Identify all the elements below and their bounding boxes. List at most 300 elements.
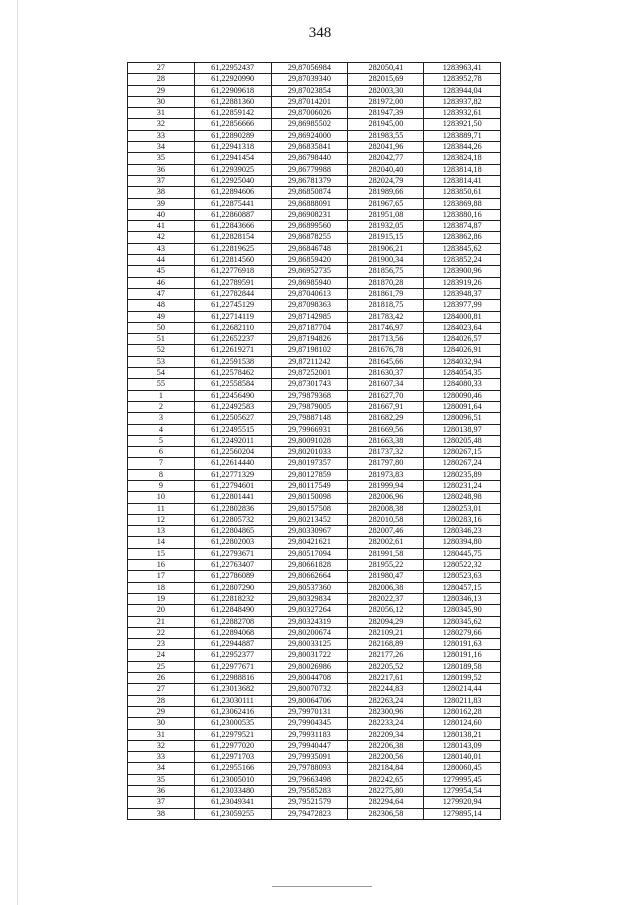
longitude-cell: 29,79940447 bbox=[271, 740, 348, 751]
longitude-cell: 29,80537360 bbox=[271, 582, 348, 593]
latitude-cell: 61,22802003 bbox=[194, 537, 271, 548]
y-coordinate-cell: 1280445,75 bbox=[424, 548, 501, 559]
latitude-cell: 61,22894068 bbox=[194, 627, 271, 638]
longitude-cell: 29,80070732 bbox=[271, 684, 348, 695]
longitude-cell: 29,80329834 bbox=[271, 593, 348, 604]
latitude-cell: 61,22560204 bbox=[194, 447, 271, 458]
x-coordinate-cell: 281856,75 bbox=[348, 266, 424, 277]
latitude-cell: 61,23000535 bbox=[194, 718, 271, 729]
longitude-cell: 29,80064706 bbox=[271, 695, 348, 706]
longitude-cell: 29,87301743 bbox=[271, 379, 348, 390]
point-number-cell: 32 bbox=[128, 119, 195, 130]
x-coordinate-cell: 281983,55 bbox=[348, 130, 424, 141]
point-number-cell: 2 bbox=[128, 401, 195, 412]
longitude-cell: 29,86859420 bbox=[271, 255, 348, 266]
latitude-cell: 61,22619271 bbox=[194, 345, 271, 356]
x-coordinate-cell: 281951,08 bbox=[348, 209, 424, 220]
x-coordinate-cell: 281682,29 bbox=[348, 413, 424, 424]
x-coordinate-cell: 282040,40 bbox=[348, 164, 424, 175]
table-row bbox=[128, 142, 501, 153]
y-coordinate-cell: 1280189,58 bbox=[424, 661, 501, 672]
table-row bbox=[128, 277, 501, 288]
point-number-cell: 12 bbox=[128, 514, 195, 525]
latitude-cell: 61,22881360 bbox=[194, 96, 271, 107]
longitude-cell: 29,80127859 bbox=[271, 469, 348, 480]
longitude-cell: 29,80327264 bbox=[271, 605, 348, 616]
longitude-cell: 29,86878255 bbox=[271, 232, 348, 243]
latitude-cell: 61,22925040 bbox=[194, 175, 271, 186]
table-row bbox=[128, 684, 501, 695]
point-number-cell: 46 bbox=[128, 277, 195, 288]
latitude-cell: 61,22971703 bbox=[194, 752, 271, 763]
point-number-cell: 35 bbox=[128, 153, 195, 164]
latitude-cell: 61,22848490 bbox=[194, 605, 271, 616]
y-coordinate-cell: 1283862,86 bbox=[424, 232, 501, 243]
point-number-cell: 1 bbox=[128, 390, 195, 401]
point-number-cell: 31 bbox=[128, 729, 195, 740]
point-number-cell: 22 bbox=[128, 627, 195, 638]
y-coordinate-cell: 1280143,09 bbox=[424, 740, 501, 751]
latitude-cell: 61,22843666 bbox=[194, 221, 271, 232]
table-row bbox=[128, 356, 501, 367]
x-coordinate-cell: 282177,26 bbox=[348, 650, 424, 661]
y-coordinate-cell: 1283874,87 bbox=[424, 221, 501, 232]
longitude-cell: 29,86888091 bbox=[271, 198, 348, 209]
y-coordinate-cell: 1283852,24 bbox=[424, 255, 501, 266]
table-row bbox=[128, 401, 501, 412]
longitude-cell: 29,80421621 bbox=[271, 537, 348, 548]
table-row bbox=[128, 786, 501, 797]
longitude-cell: 29,86985940 bbox=[271, 277, 348, 288]
table-row bbox=[128, 706, 501, 717]
table-row bbox=[128, 661, 501, 672]
longitude-cell: 29,79879368 bbox=[271, 390, 348, 401]
longitude-cell: 29,79879005 bbox=[271, 401, 348, 412]
latitude-cell: 61,22952377 bbox=[194, 650, 271, 661]
x-coordinate-cell: 281818,75 bbox=[348, 300, 424, 311]
x-coordinate-cell: 282242,65 bbox=[348, 774, 424, 785]
y-coordinate-cell: 1279954,54 bbox=[424, 786, 501, 797]
x-coordinate-cell: 282217,61 bbox=[348, 673, 424, 684]
point-number-cell: 7 bbox=[128, 458, 195, 469]
scan-margin-line bbox=[17, 0, 18, 905]
longitude-cell: 29,86952735 bbox=[271, 266, 348, 277]
table-row bbox=[128, 740, 501, 751]
x-coordinate-cell: 282008,38 bbox=[348, 503, 424, 514]
latitude-cell: 61,22614440 bbox=[194, 458, 271, 469]
x-coordinate-cell: 281955,22 bbox=[348, 560, 424, 571]
latitude-cell: 61,22801441 bbox=[194, 492, 271, 503]
latitude-cell: 61,22909618 bbox=[194, 85, 271, 96]
x-coordinate-cell: 282233,24 bbox=[348, 718, 424, 729]
table-row bbox=[128, 413, 501, 424]
point-number-cell: 20 bbox=[128, 605, 195, 616]
y-coordinate-cell: 1280394,80 bbox=[424, 537, 501, 548]
table-row bbox=[128, 514, 501, 525]
x-coordinate-cell: 281746,97 bbox=[348, 322, 424, 333]
point-number-cell: 34 bbox=[128, 142, 195, 153]
latitude-cell: 61,22495515 bbox=[194, 424, 271, 435]
y-coordinate-cell: 1280523,63 bbox=[424, 571, 501, 582]
x-coordinate-cell: 281967,65 bbox=[348, 198, 424, 209]
x-coordinate-cell: 281991,58 bbox=[348, 548, 424, 559]
x-coordinate-cell: 282184,84 bbox=[348, 763, 424, 774]
y-coordinate-cell: 1280191,63 bbox=[424, 639, 501, 650]
y-coordinate-cell: 1280091,64 bbox=[424, 401, 501, 412]
table-row bbox=[128, 582, 501, 593]
point-number-cell: 36 bbox=[128, 164, 195, 175]
y-coordinate-cell: 1280522,32 bbox=[424, 560, 501, 571]
y-coordinate-cell: 1283869,88 bbox=[424, 198, 501, 209]
longitude-cell: 29,80033125 bbox=[271, 639, 348, 650]
y-coordinate-cell: 1280124,60 bbox=[424, 718, 501, 729]
longitude-cell: 29,80517094 bbox=[271, 548, 348, 559]
y-coordinate-cell: 1284032,94 bbox=[424, 356, 501, 367]
x-coordinate-cell: 282022,37 bbox=[348, 593, 424, 604]
coordinate-table bbox=[127, 62, 501, 820]
footer-rule bbox=[272, 886, 372, 887]
point-number-cell: 23 bbox=[128, 639, 195, 650]
point-number-cell: 19 bbox=[128, 593, 195, 604]
y-coordinate-cell: 1280138,21 bbox=[424, 729, 501, 740]
table-row bbox=[128, 96, 501, 107]
table-row bbox=[128, 435, 501, 446]
y-coordinate-cell: 1280140,01 bbox=[424, 752, 501, 763]
y-coordinate-cell: 1280267,24 bbox=[424, 458, 501, 469]
x-coordinate-cell: 281663,38 bbox=[348, 435, 424, 446]
x-coordinate-cell: 282263,24 bbox=[348, 695, 424, 706]
x-coordinate-cell: 281797,80 bbox=[348, 458, 424, 469]
latitude-cell: 61,23062416 bbox=[194, 706, 271, 717]
y-coordinate-cell: 1283944,04 bbox=[424, 85, 501, 96]
x-coordinate-cell: 282006,96 bbox=[348, 492, 424, 503]
y-coordinate-cell: 1283900,96 bbox=[424, 266, 501, 277]
longitude-cell: 29,86779988 bbox=[271, 164, 348, 175]
y-coordinate-cell: 1283921,50 bbox=[424, 119, 501, 130]
longitude-cell: 29,79585283 bbox=[271, 786, 348, 797]
y-coordinate-cell: 1280457,15 bbox=[424, 582, 501, 593]
table-row bbox=[128, 526, 501, 537]
latitude-cell: 61,22714119 bbox=[194, 311, 271, 322]
x-coordinate-cell: 282002,61 bbox=[348, 537, 424, 548]
y-coordinate-cell: 1280267,15 bbox=[424, 447, 501, 458]
point-number-cell: 21 bbox=[128, 616, 195, 627]
longitude-cell: 29,87211242 bbox=[271, 356, 348, 367]
coordinate-table-body bbox=[128, 63, 501, 820]
longitude-cell: 29,86924000 bbox=[271, 130, 348, 141]
table-row bbox=[128, 797, 501, 808]
table-row bbox=[128, 221, 501, 232]
y-coordinate-cell: 1280283,16 bbox=[424, 514, 501, 525]
point-number-cell: 53 bbox=[128, 356, 195, 367]
latitude-cell: 61,22807290 bbox=[194, 582, 271, 593]
latitude-cell: 61,22763407 bbox=[194, 560, 271, 571]
point-number-cell: 29 bbox=[128, 706, 195, 717]
table-row bbox=[128, 616, 501, 627]
latitude-cell: 61,22578462 bbox=[194, 368, 271, 379]
point-number-cell: 37 bbox=[128, 797, 195, 808]
x-coordinate-cell: 281989,66 bbox=[348, 187, 424, 198]
longitude-cell: 29,87098363 bbox=[271, 300, 348, 311]
table-row bbox=[128, 571, 501, 582]
latitude-cell: 61,22591538 bbox=[194, 356, 271, 367]
y-coordinate-cell: 1280345,62 bbox=[424, 616, 501, 627]
table-row bbox=[128, 232, 501, 243]
point-number-cell: 30 bbox=[128, 718, 195, 729]
latitude-cell: 61,22860887 bbox=[194, 209, 271, 220]
point-number-cell: 4 bbox=[128, 424, 195, 435]
latitude-cell: 61,22882708 bbox=[194, 616, 271, 627]
x-coordinate-cell: 281973,83 bbox=[348, 469, 424, 480]
y-coordinate-cell: 1279920,94 bbox=[424, 797, 501, 808]
latitude-cell: 61,22828154 bbox=[194, 232, 271, 243]
x-coordinate-cell: 282300,96 bbox=[348, 706, 424, 717]
y-coordinate-cell: 1280060,45 bbox=[424, 763, 501, 774]
latitude-cell: 61,22805732 bbox=[194, 514, 271, 525]
latitude-cell: 61,22819625 bbox=[194, 243, 271, 254]
table-row bbox=[128, 311, 501, 322]
point-number-cell: 28 bbox=[128, 695, 195, 706]
longitude-cell: 29,86850874 bbox=[271, 187, 348, 198]
point-number-cell: 40 bbox=[128, 209, 195, 220]
longitude-cell: 29,80044708 bbox=[271, 673, 348, 684]
latitude-cell: 61,22786089 bbox=[194, 571, 271, 582]
table-row bbox=[128, 119, 501, 130]
longitude-cell: 29,80213452 bbox=[271, 514, 348, 525]
point-number-cell: 36 bbox=[128, 786, 195, 797]
y-coordinate-cell: 1284026,57 bbox=[424, 334, 501, 345]
y-coordinate-cell: 1283948,37 bbox=[424, 288, 501, 299]
table-row bbox=[128, 673, 501, 684]
y-coordinate-cell: 1280191,16 bbox=[424, 650, 501, 661]
table-row bbox=[128, 447, 501, 458]
longitude-cell: 29,80661828 bbox=[271, 560, 348, 571]
longitude-cell: 29,80662664 bbox=[271, 571, 348, 582]
y-coordinate-cell: 1279895,14 bbox=[424, 808, 501, 819]
longitude-cell: 29,87040613 bbox=[271, 288, 348, 299]
y-coordinate-cell: 1283824,18 bbox=[424, 153, 501, 164]
table-row bbox=[128, 108, 501, 119]
y-coordinate-cell: 1284023,64 bbox=[424, 322, 501, 333]
y-coordinate-cell: 1283814,18 bbox=[424, 164, 501, 175]
table-row bbox=[128, 300, 501, 311]
point-number-cell: 37 bbox=[128, 175, 195, 186]
latitude-cell: 61,22894606 bbox=[194, 187, 271, 198]
table-row bbox=[128, 424, 501, 435]
point-number-cell: 27 bbox=[128, 684, 195, 695]
x-coordinate-cell: 282168,89 bbox=[348, 639, 424, 650]
y-coordinate-cell: 1283880,16 bbox=[424, 209, 501, 220]
table-row bbox=[128, 458, 501, 469]
latitude-cell: 61,22771329 bbox=[194, 469, 271, 480]
point-number-cell: 55 bbox=[128, 379, 195, 390]
longitude-cell: 29,87023854 bbox=[271, 85, 348, 96]
longitude-cell: 29,80330967 bbox=[271, 526, 348, 537]
point-number-cell: 44 bbox=[128, 255, 195, 266]
latitude-cell: 61,23013682 bbox=[194, 684, 271, 695]
x-coordinate-cell: 282024,79 bbox=[348, 175, 424, 186]
y-coordinate-cell: 1284026,91 bbox=[424, 345, 501, 356]
x-coordinate-cell: 281627,70 bbox=[348, 390, 424, 401]
longitude-cell: 29,80026986 bbox=[271, 661, 348, 672]
x-coordinate-cell: 282094,29 bbox=[348, 616, 424, 627]
latitude-cell: 61,22977020 bbox=[194, 740, 271, 751]
table-row bbox=[128, 808, 501, 819]
longitude-cell: 29,87006026 bbox=[271, 108, 348, 119]
latitude-cell: 61,22745129 bbox=[194, 300, 271, 311]
latitude-cell: 61,22776918 bbox=[194, 266, 271, 277]
latitude-cell: 61,22952437 bbox=[194, 63, 271, 74]
latitude-cell: 61,22505627 bbox=[194, 413, 271, 424]
longitude-cell: 29,80200674 bbox=[271, 627, 348, 638]
latitude-cell: 61,22802836 bbox=[194, 503, 271, 514]
longitude-cell: 29,80117549 bbox=[271, 480, 348, 491]
latitude-cell: 61,22814560 bbox=[194, 255, 271, 266]
point-number-cell: 48 bbox=[128, 300, 195, 311]
x-coordinate-cell: 281607,34 bbox=[348, 379, 424, 390]
point-number-cell: 29 bbox=[128, 85, 195, 96]
latitude-cell: 61,22818232 bbox=[194, 593, 271, 604]
x-coordinate-cell: 282294,64 bbox=[348, 797, 424, 808]
table-row bbox=[128, 243, 501, 254]
x-coordinate-cell: 281947,39 bbox=[348, 108, 424, 119]
longitude-cell: 29,79472823 bbox=[271, 808, 348, 819]
longitude-cell: 29,86985502 bbox=[271, 119, 348, 130]
x-coordinate-cell: 282205,52 bbox=[348, 661, 424, 672]
point-number-cell: 24 bbox=[128, 650, 195, 661]
y-coordinate-cell: 1280162,28 bbox=[424, 706, 501, 717]
x-coordinate-cell: 282306,58 bbox=[348, 808, 424, 819]
point-number-cell: 16 bbox=[128, 560, 195, 571]
y-coordinate-cell: 1283845,62 bbox=[424, 243, 501, 254]
latitude-cell: 61,22782844 bbox=[194, 288, 271, 299]
point-number-cell: 42 bbox=[128, 232, 195, 243]
table-row bbox=[128, 164, 501, 175]
table-row bbox=[128, 198, 501, 209]
latitude-cell: 61,22955166 bbox=[194, 763, 271, 774]
point-number-cell: 38 bbox=[128, 808, 195, 819]
x-coordinate-cell: 281980,47 bbox=[348, 571, 424, 582]
longitude-cell: 29,86899560 bbox=[271, 221, 348, 232]
x-coordinate-cell: 281870,28 bbox=[348, 277, 424, 288]
point-number-cell: 31 bbox=[128, 108, 195, 119]
table-row bbox=[128, 593, 501, 604]
latitude-cell: 61,22875441 bbox=[194, 198, 271, 209]
table-row bbox=[128, 639, 501, 650]
latitude-cell: 61,22492583 bbox=[194, 401, 271, 412]
latitude-cell: 61,22804865 bbox=[194, 526, 271, 537]
longitude-cell: 29,79521579 bbox=[271, 797, 348, 808]
point-number-cell: 26 bbox=[128, 673, 195, 684]
x-coordinate-cell: 281972,00 bbox=[348, 96, 424, 107]
x-coordinate-cell: 282244,83 bbox=[348, 684, 424, 695]
table-row bbox=[128, 695, 501, 706]
point-number-cell: 9 bbox=[128, 480, 195, 491]
latitude-cell: 61,22856666 bbox=[194, 119, 271, 130]
table-row bbox=[128, 752, 501, 763]
y-coordinate-cell: 1280231,24 bbox=[424, 480, 501, 491]
point-number-cell: 41 bbox=[128, 221, 195, 232]
point-number-cell: 39 bbox=[128, 198, 195, 209]
table-row bbox=[128, 480, 501, 491]
table-row bbox=[128, 345, 501, 356]
x-coordinate-cell: 281737,32 bbox=[348, 447, 424, 458]
table-row bbox=[128, 175, 501, 186]
x-coordinate-cell: 281945,00 bbox=[348, 119, 424, 130]
table-row bbox=[128, 255, 501, 266]
point-number-cell: 50 bbox=[128, 322, 195, 333]
longitude-cell: 29,80150098 bbox=[271, 492, 348, 503]
y-coordinate-cell: 1284080,33 bbox=[424, 379, 501, 390]
latitude-cell: 61,22456490 bbox=[194, 390, 271, 401]
table-row bbox=[128, 650, 501, 661]
point-number-cell: 33 bbox=[128, 752, 195, 763]
longitude-cell: 29,80157508 bbox=[271, 503, 348, 514]
point-number-cell: 15 bbox=[128, 548, 195, 559]
y-coordinate-cell: 1280253,01 bbox=[424, 503, 501, 514]
longitude-cell: 29,79788093 bbox=[271, 763, 348, 774]
latitude-cell: 61,22977671 bbox=[194, 661, 271, 672]
y-coordinate-cell: 1284054,35 bbox=[424, 368, 501, 379]
point-number-cell: 52 bbox=[128, 345, 195, 356]
x-coordinate-cell: 281783,42 bbox=[348, 311, 424, 322]
point-number-cell: 25 bbox=[128, 661, 195, 672]
longitude-cell: 29,87056984 bbox=[271, 63, 348, 74]
x-coordinate-cell: 282015,69 bbox=[348, 74, 424, 85]
latitude-cell: 61,22794601 bbox=[194, 480, 271, 491]
table-row bbox=[128, 627, 501, 638]
x-coordinate-cell: 282041,96 bbox=[348, 142, 424, 153]
longitude-cell: 29,79966931 bbox=[271, 424, 348, 435]
longitude-cell: 29,87142985 bbox=[271, 311, 348, 322]
point-number-cell: 3 bbox=[128, 413, 195, 424]
longitude-cell: 29,79931183 bbox=[271, 729, 348, 740]
latitude-cell: 61,23030111 bbox=[194, 695, 271, 706]
x-coordinate-cell: 281713,56 bbox=[348, 334, 424, 345]
longitude-cell: 29,86835841 bbox=[271, 142, 348, 153]
latitude-cell: 61,22939025 bbox=[194, 164, 271, 175]
x-coordinate-cell: 281932,05 bbox=[348, 221, 424, 232]
longitude-cell: 29,80324319 bbox=[271, 616, 348, 627]
x-coordinate-cell: 281667,91 bbox=[348, 401, 424, 412]
longitude-cell: 29,86846748 bbox=[271, 243, 348, 254]
latitude-cell: 61,23059255 bbox=[194, 808, 271, 819]
x-coordinate-cell: 281999,94 bbox=[348, 480, 424, 491]
table-row bbox=[128, 537, 501, 548]
page-number: 348 bbox=[308, 25, 332, 41]
latitude-cell: 61,22941454 bbox=[194, 153, 271, 164]
table-row bbox=[128, 774, 501, 785]
point-number-cell: 34 bbox=[128, 763, 195, 774]
y-coordinate-cell: 1280346,13 bbox=[424, 593, 501, 604]
latitude-cell: 61,22890289 bbox=[194, 130, 271, 141]
point-number-cell: 32 bbox=[128, 740, 195, 751]
latitude-cell: 61,22920990 bbox=[194, 74, 271, 85]
latitude-cell: 61,22492011 bbox=[194, 435, 271, 446]
x-coordinate-cell: 281630,37 bbox=[348, 368, 424, 379]
y-coordinate-cell: 1283814,41 bbox=[424, 175, 501, 186]
longitude-cell: 29,80091028 bbox=[271, 435, 348, 446]
table-row bbox=[128, 492, 501, 503]
longitude-cell: 29,87039340 bbox=[271, 74, 348, 85]
longitude-cell: 29,79663498 bbox=[271, 774, 348, 785]
point-number-cell: 11 bbox=[128, 503, 195, 514]
x-coordinate-cell: 282042,77 bbox=[348, 153, 424, 164]
longitude-cell: 29,80201033 bbox=[271, 447, 348, 458]
longitude-cell: 29,86781379 bbox=[271, 175, 348, 186]
latitude-cell: 61,22979521 bbox=[194, 729, 271, 740]
y-coordinate-cell: 1280248,98 bbox=[424, 492, 501, 503]
